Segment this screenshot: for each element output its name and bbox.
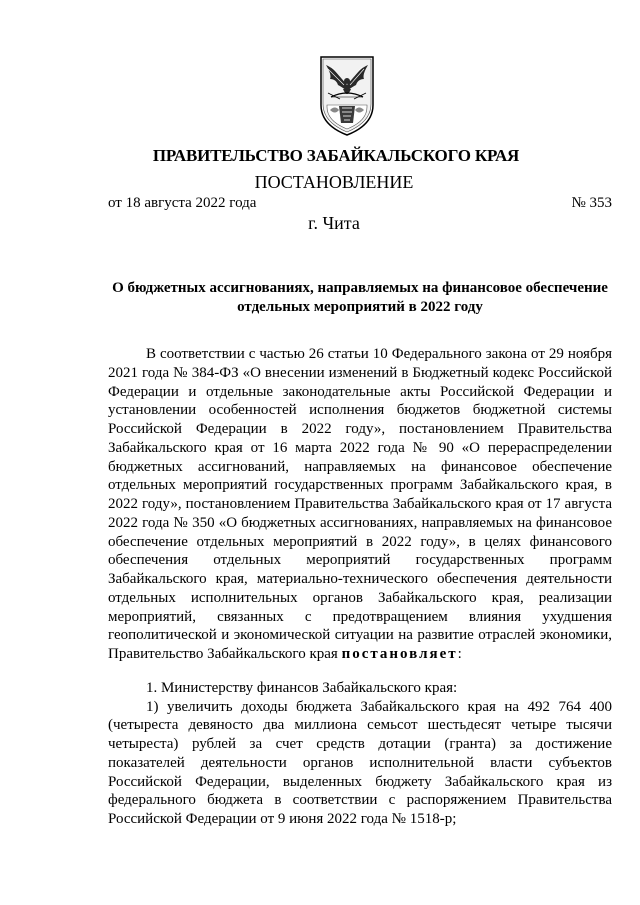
preamble-paragraph	[108, 345, 612, 664]
resolves-colon: :	[457, 646, 462, 662]
document-body	[108, 345, 612, 829]
item-1-1: 1) увеличить доходы бюджета Забайкальского края на 492 764 400 (четыреста девяносто два миллиона семьсот шестьдесят четыре тысячи четыреста) рублей за счет средств дотации (гранта) за достижение показателей деятельности органов исполнительной власти субъектов Российской Федерации, выделенных бюджету Забайкальского края из федерального бюджета в соответствии с распоряжением Правительства Российской Федерации от 9 июня 2022 года № 1518-р;	[108, 698, 612, 827]
resolves-word: постановляет	[341, 646, 458, 662]
preamble-text: В соответствии с частью 26 статьи 10 Федерального закона от 29 ноября 2021 года № 384-ФЗ «О внесении изменений в Бюджетный кодекс Российской Федерации и отдельные законодательные акты Российской Федерации и установлении особенностей исполнения бюджетов бюджетной системы Российской Федерации в 2022 году», постановлением Правительства Забайкальского края от 16 марта 2022 года № 90 «О перераспределении бюджетных ассигнований, направляемых на финансовое обеспечение отдельных мероприятий государственных программ Забайкальского края, в 2022 году», постановлением Правительства Забайкальского края от 17 августа 2022 года № 350 «О бюджетных ассигнованиях, направляемых на финансовое обеспечение отдельных мероприятий в 2022 году», в целях финансового обеспечения отдельных мероприятий государственных программ Забайкальского края, материально-технического обеспечения деятельности отдельных исполнительных органов Забайкальского края, реализации мероприятий, связанных с предотвращением влияния ухудшения геополитической и экономической ситуации на развитие отраслей экономики, Правительство Забайкальского края	[108, 346, 612, 662]
document-city: г. Чита	[308, 213, 360, 233]
document-type: ПОСТАНОВЛЕНИЕ	[254, 172, 414, 192]
document-date: от 18 августа 2022 года	[108, 195, 257, 211]
coat-of-arms-emblem	[318, 55, 376, 137]
document-subject: О бюджетных ассигнованиях, направляемых на финансовое обеспечение отдельных мероприятий в 2022 году	[112, 280, 608, 315]
paragraph-gap	[108, 664, 612, 679]
item-1: 1. Министерству финансов Забайкальского края:	[146, 679, 458, 696]
government-name: ПРАВИТЕЛЬСТВО ЗАБАЙКАЛЬСКОГО КРАЯ	[152, 146, 520, 165]
document-number: № 353	[571, 195, 612, 211]
